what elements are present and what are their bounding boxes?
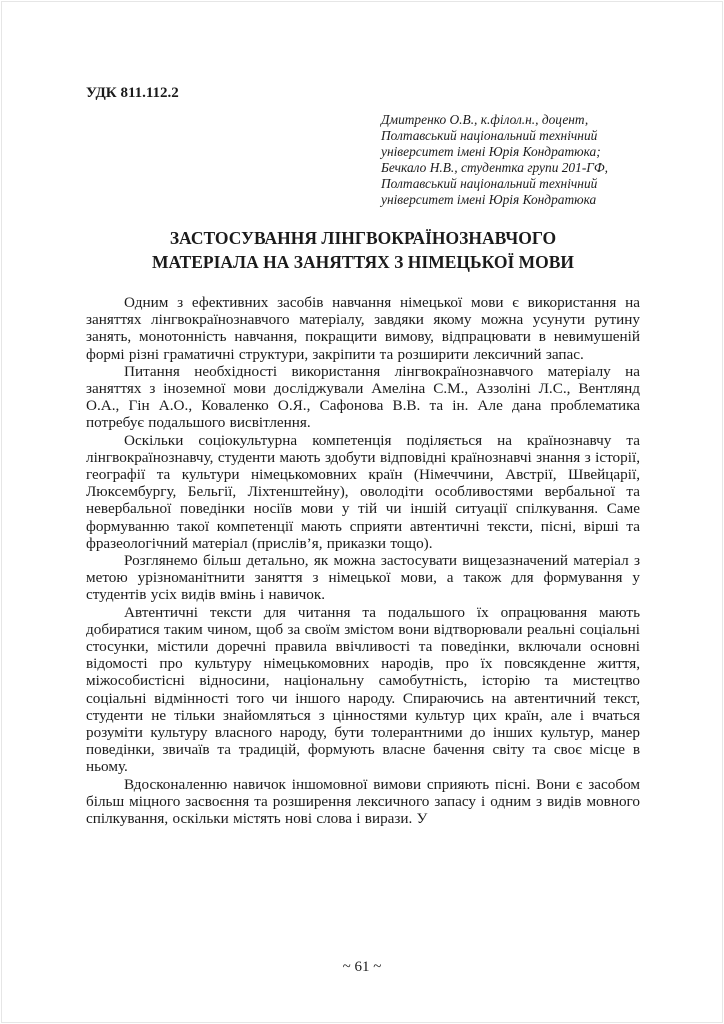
page-number: ~ 61 ~ [342, 959, 382, 975]
udk-code: УДК 811.112.2 [86, 85, 179, 101]
title-line-2: МАТЕРІАЛА НА ЗАНЯТТЯХ З НІМЕЦЬКОЇ МОВИ [151, 252, 575, 272]
title-line-1: ЗАСТОСУВАННЯ ЛІНГВОКРАЇНОЗНАВЧОГО [169, 228, 557, 248]
article-title [86, 226, 640, 274]
author-affiliation-block [381, 112, 643, 208]
article-body [86, 294, 640, 827]
author-line: університет імені Юрія Кондратюка; [381, 144, 601, 159]
paragraph-6: Вдосконаленню навичок іншомовної вимови сприяють пісні. Вони є засобом більш міцного засвоєння та розширення лексичного запасу і одним з видів мовного спілкування, оскільки містять нові слова і вирази. У [86, 775, 640, 828]
author-line: Бечкало Н.В., студентка групи 201-ГФ, [381, 160, 609, 175]
paragraph-1: Одним з ефективних засобів навчання німецької мови є використання на заняттях лінгвокраїнознавчого матеріалу, завдяки якому можна усунути рутину занять, монотонність навчання, покращити вимову, відпрацювати в невимушеній формі різні граматичні структури, закріпити та розширити лексичний запас. [86, 294, 640, 363]
author-line: Полтавський національний технічний [381, 176, 598, 191]
author-line: Полтавський національний технічний [381, 128, 598, 143]
paragraph-5: Автентичні тексти для читання та подальшого їх опрацювання мають добиратися таким чином, щоб за своїм змістом вони відтворювали реальні соціальні стосунки, містили доречні правила ввічливості та поведінки, включали основні відомості про культуру німецькомовних народів, про їх повсякденне життя, міжособистісні відносини, національну самобутність, історію та мистецтво соціальні відмінності того чи іншого народу. Спираючись на автентичний текст, студенти не тільки знайомляться з цінностями культур цих країн, але і вчаться розуміти культуру власного народу, бути толерантними до інших культур, манер поведінки, звичаїв та традицій, формують власне бачення світу та своє місце в ньому. [86, 603, 640, 776]
author-line: Дмитренко О.В., к.філол.н., доцент, [381, 112, 589, 127]
paragraph-3: Оскільки соціокультурна компетенція поділяється на країнознавчу та лінгвокраїнознавчу, студенти мають здобути відповідні країнознавчі знання з історії, географії та культури німецькомовних країн (Німеччини, Австрії, Швейцарії, Люксембургу, Бельгії, Ліхтенштейну), оволодіти особливостями вербальної та невербальної поведінки носіїв мови у тій чи іншій ситуації спілкування. Саме формуванню такої компетенції мають сприяти автентичні тексти, пісні, вірші та фразеологічний матеріал (прислів’я, приказки тощо). [86, 431, 640, 552]
paragraph-2: Питання необхідності використання лінгвокраїнознавчого матеріалу на заняттях з іноземної мови досліджували Амеліна С.М., Аззоліні Л.С., Вентлянд О.А., Гін А.О., Коваленко О.Я., Сафонова В.В. та ін. Але дана проблематика потребує подальшого висвітлення. [86, 362, 640, 432]
paragraph-4: Розглянемо більш детально, як можна застосувати вищезазначений матеріал з метою урізноманітнити заняття з німецької мови, а також для формування у студентів усіх видів вмінь і навичок. [86, 552, 640, 604]
author-line: університет імені Юрія Кондратюка [381, 192, 597, 207]
